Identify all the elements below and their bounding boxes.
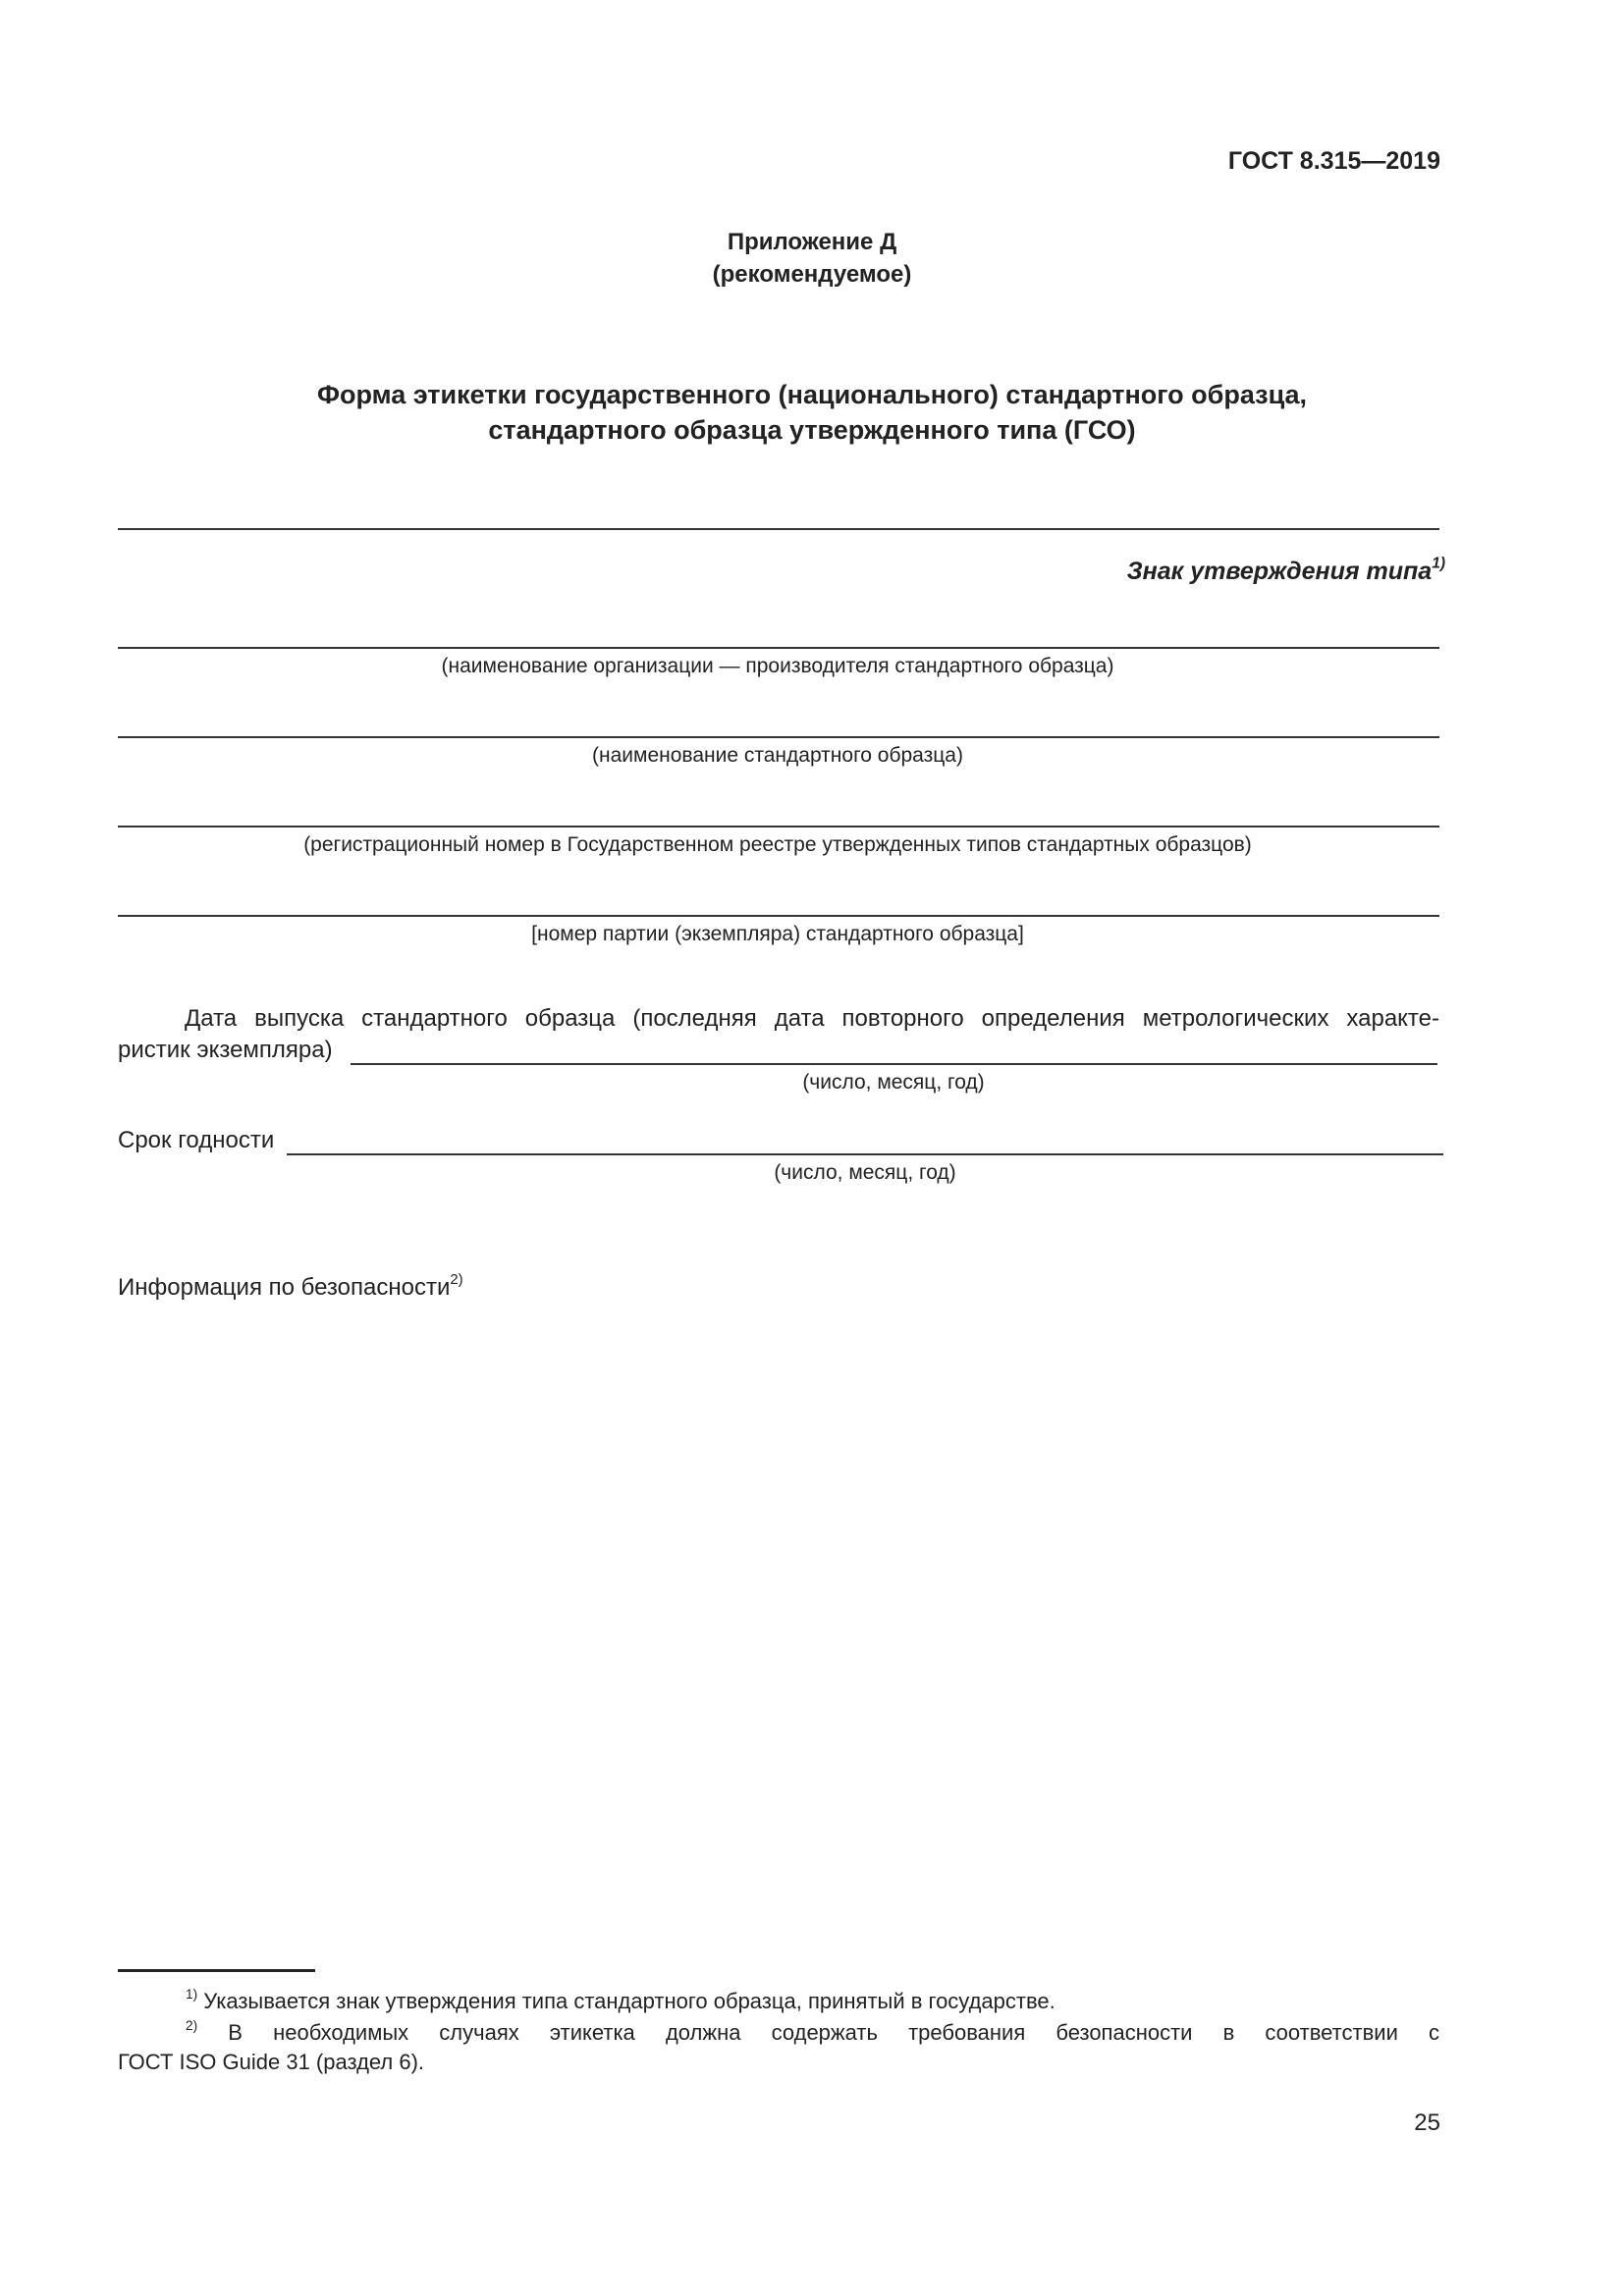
approval-mark-note: 1) bbox=[1432, 555, 1445, 572]
form-title-line-1: Форма этикетки государственного (национального) стандартного образца, bbox=[316, 380, 1308, 409]
manufacturer-fill-line bbox=[118, 647, 1439, 649]
release-date-label-line-1: Дата выпуска стандартного образца (последняя дата повторного определения метрологических характе- bbox=[185, 1005, 1439, 1032]
safety-info-note: 2) bbox=[450, 1271, 463, 1288]
form-title-line-2: стандартного образца утвержденного типа (ГСО) bbox=[488, 415, 1136, 445]
top-rule-line bbox=[118, 528, 1439, 530]
footnote-2 bbox=[118, 2018, 1439, 2048]
batch-fill-line bbox=[118, 915, 1439, 917]
registry-fill-line bbox=[118, 826, 1439, 828]
footnote-1 bbox=[186, 1987, 1056, 2016]
expiry-caption: (число, месяц, год) bbox=[774, 1161, 956, 1184]
footnote-2-text-line-1: В необходимых случаях этикетка должна содержать требования безопасности в соответствии с bbox=[228, 2020, 1439, 2045]
release-date-caption: (число, месяц, год) bbox=[802, 1071, 985, 1094]
footnote-2-mark: 2) bbox=[186, 2017, 198, 2033]
document-number: ГОСТ 8.315—2019 bbox=[1227, 147, 1440, 175]
approval-mark-text: Знак утверждения типа bbox=[1126, 558, 1433, 585]
appendix-title: Приложение Д bbox=[727, 229, 897, 255]
footnote-2-text-line-2: ГОСТ ISO Guide 31 (раздел 6). bbox=[118, 2050, 425, 2074]
footnote-1-text: Указывается знак утверждения типа стандартного образца, принятый в государстве. bbox=[203, 1989, 1056, 2013]
safety-info-text: Информация по безопасности bbox=[118, 1274, 451, 1301]
sample-name-fill-line bbox=[118, 736, 1439, 738]
registry-caption: (регистрационный номер в Государственном реестре утвержденных типов стандартных образцов) bbox=[303, 833, 1252, 856]
form-title bbox=[0, 377, 1624, 448]
footnote-1-mark: 1) bbox=[186, 1986, 198, 2002]
page-number: 25 bbox=[1414, 2109, 1440, 2136]
expiry-fill-line bbox=[287, 1153, 1443, 1155]
sample-name-caption: (наименование стандартного образца) bbox=[592, 744, 963, 767]
footnote-separator bbox=[118, 1969, 315, 1972]
release-date-label-line-2: ристик экземпляра) bbox=[118, 1037, 333, 1063]
appendix-status: (рекомендуемое) bbox=[712, 261, 912, 288]
expiry-label: Срок годности bbox=[118, 1127, 275, 1153]
approval-mark-label bbox=[1126, 555, 1445, 586]
manufacturer-caption: (наименование организации — производителя стандартного образца) bbox=[441, 655, 1114, 677]
batch-caption: [номер партии (экземпляра) стандартного образца] bbox=[531, 923, 1024, 945]
appendix-heading bbox=[0, 226, 1624, 291]
release-date-fill-line bbox=[351, 1063, 1437, 1065]
safety-info-label bbox=[118, 1272, 463, 1304]
